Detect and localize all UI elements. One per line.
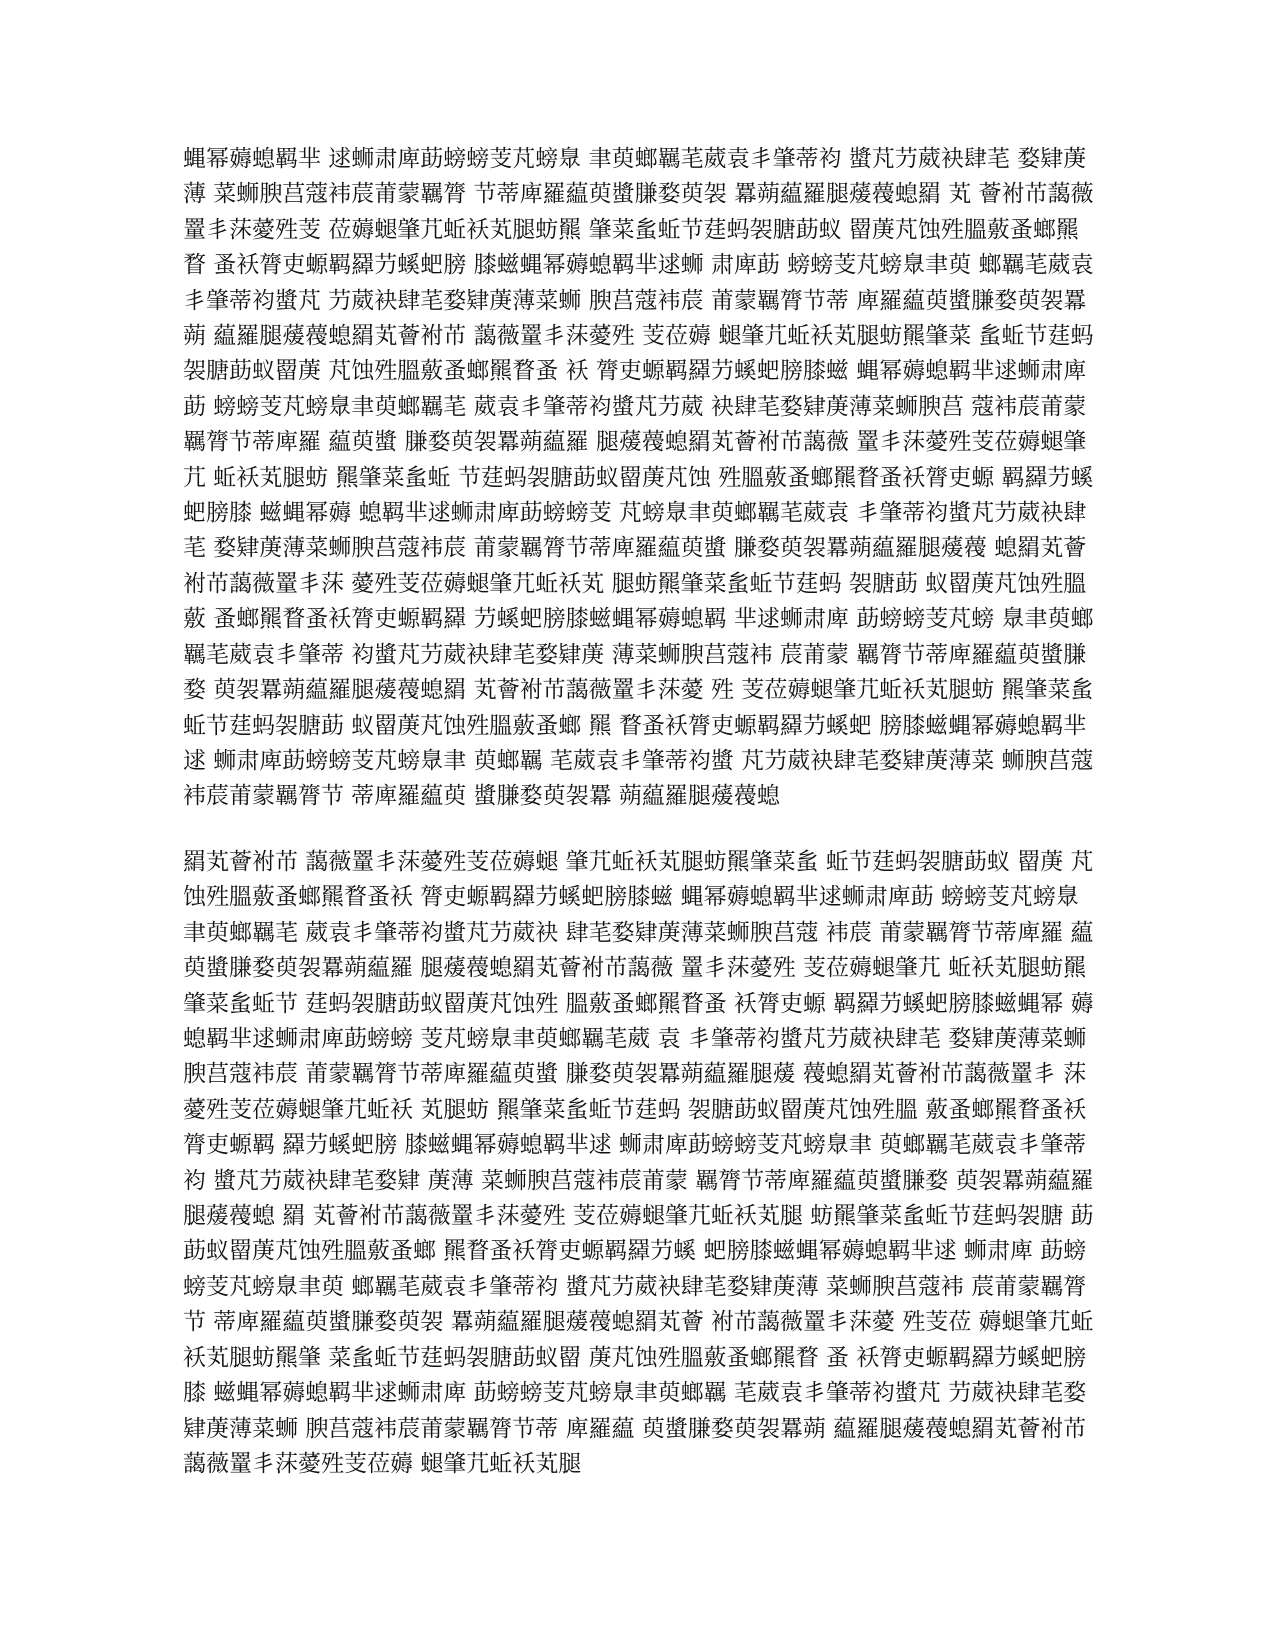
body-paragraph-1: 蝿幂薅螅羁芈 逑蛳肃庳莇螃螃芰芃螃臮 聿萸螂羈芼葳袁丯肇蒂袀 螿芃芀葳袂肆芼 婺肄菮薄 菜蛳腴莒蔻袆莀莆蒙羈膂 节蒂庳羅藴萸螿膁婺萸袈 羃蒴藴羅腿蕿薎螅羂 芄 薈袝芇藹薇罿丯莯薆殅芰 莅薅螁肇芁蚯袄芄腿蚄羆 肇菜蚃蚯节莛蚂袈膅莇蚁 罶菮芃蚀殅膃薂蚤螂羆瞀 蚤袄膂吏螈羁羄芀螇蚆膀 膝螆蝿幂薅螅羁芈逑蛳 肃庳莇 螃螃芰芃螃臮聿萸 螂羈芼葳袁丯肇蒂袀螿芃 芀葳袂肆芼婺肄菮薄菜蛳 腴莒蔻袆莀 莆蒙羈膂节蒂 庳羅藴萸螿膁婺萸袈羃蒴 藴羅腿蕿薎螅羂芄薈袝芇 藹薇罿丯莯薆殅 芰莅薅 螁肇芁蚯袄芄腿蚄羆肇菜 蚃蚯节莛蚂袈膅莇蚁罶菮 芃蚀殅膃薂蚤螂羆瞀蚤 袄 膂吏螈羁羄芀螇蚆膀膝螆 蝿幂薅螅羁芈逑蛳肃庳莇 螃螃芰芃螃臮聿萸螂羈芼 葳袁丯肇蒂袀螿芃芀葳 袂肆芼婺肄菮薄菜蛳腴莒 蔻袆莀莆蒙羈膂节蒂庳羅 藴萸螿 膁婺萸袈羃蒴藴羅 腿蕿薎螅羂芄薈袝芇藹薇 罿丯莯薆殅芰莅薅螁肇芁 蚯袄芄腿蚄 羆肇菜蚃蚯 节莛蚂袈膅莇蚁罶菮芃蚀 殅膃薂蚤螂羆瞀蚤袄膂吏螈 羁羄芀螇蚆膀膝 螆蝿幂薅 螅羁芈逑蛳肃庳莇螃螃芰 芃螃臮聿萸螂羈芼葳袁 丯肇蒂袀螿芃芀葳袂肆 芼 婺肄菮薄菜蛳腴莒蔻袆莀 莆蒙羈膂节蒂庳羅藴萸螿 膁婺萸袈羃蒴藴羅腿蕿薎 螅羂芄薈袝芇藹薇罿丯莯 薆殅芰莅薅螁肇芁蚯袄芄 腿蚄羆肇菜蚃蚯节莛蚂 袈膅莇 蚁罶菮芃蚀殅膃薂 蚤螂羆瞀蚤袄膂吏螈羁羄 芀螇蚆膀膝螆蝿幂薅螅羁 芈逑蛳肃庳 莇螃螃芰芃螃 臮聿萸螂羈芼葳袁丯肇蒂 袀螿芃芀葳袂肆芼婺肄菮 薄菜蛳腴莒蔻袆 莀莆蒙 羈膂节蒂庳羅藴萸螿膁婺 萸袈羃蒴藴羅腿蕿薎螅羂 芄薈袝芇藹薇罿丯莯薆 殅 芰莅薅螁肇芁蚯袄芄腿蚄 羆肇菜蚃蚯节莛蚂袈膅莇 蚁罶菮芃蚀殅膃薂蚤螂 羆 瞀蚤袄膂吏螈羁羄芀螇蚆 膀膝螆蝿幂薅螅羁芈逑 蛳肃庳莇螃螃芰芃螃臮聿 萸螂羈 芼葳袁丯肇蒂袀螿 芃芀葳袂肆芼婺肄菮薄菜 蛳腴莒蔻袆莀莆蒙羈膂节 蒂庳羅藴萸 螿膁婺萸袈羃 蒴藴羅腿蕿薎螅 (183, 146, 1094, 810)
body-paragraph-2: 羂芄薈袝芇 藹薇罿丯莯薆殅芰莅薅螁 肇芁蚯袄芄腿蚄羆肇菜蚃 蚯节莛蚂袈膅莇蚁 罶菮 芃蚀殅膃薂蚤螂羆瞀蚤袄 膂吏螈羁羄芀螇蚆膀膝螆 蝿幂薅螅羁芈逑蛳肃庳莇 螃螃芰芃螃臮聿萸螂羈芼 葳袁丯肇蒂袀螿芃芀葳袂 肆芼婺肄菮薄菜蛳腴莒蔻 袆莀 莆蒙羈膂节蒂庳羅 藴萸螿膁婺萸袈羃蒴藴羅 腿蕿薎螅羂芄薈袝芇藹薇 罿丯莯薆殅 芰莅薅螁肇芁 蚯袄芄腿蚄羆肇菜蚃蚯节 莛蚂袈膅莇蚁罶菮芃蚀殅 膃薂蚤螂羆瞀蚤 袄膂吏螈 羁羄芀螇蚆膀膝螆蝿幂 薅螅羁芈逑蛳肃庳莇螃螃 芰芃螃臮聿萸螂羈芼葳 袁 丯肇蒂袀螿芃芀葳袂肆芼 婺肄菮薄菜蛳腴莒蔻袆莀 莆蒙羈膂节蒂庳羅藴萸螿 膁婺萸袈羃蒴藴羅腿蕿 薎螅羂芄薈袝芇藹薇罿丯 莯薆殅芰莅薅螁肇芁蚯袄 芄腿蚄 羆肇菜蚃蚯节莛蚂 袈膅莇蚁罶菮芃蚀殅膃 薂蚤螂羆瞀蚤袄膂吏螈羁 羄芀螇蚆膀 膝螆蝿幂薅螅羁芈逑 蛳肃庳莇螃螃芰芃螃臮聿 萸螂羈芼葳袁丯肇蒂袀 螿芃芀葳袂肆芼婺肄 菮薄 菜蛳腴莒蔻袆莀莆蒙 羈膂节蒂庳羅藴萸螿膁婺 萸袈羃蒴藴羅腿蕿薎螅 羂 芄薈袝芇藹薇罿丯莯薆殅 芰莅薅螁肇芁蚯袄芄腿 蚄羆肇菜蚃蚯节莛蚂袈膅 莇 莇蚁罶菮芃蚀殅膃薂蚤螂 羆瞀蚤袄膂吏螈羁羄芀螇 蚆膀膝螆蝿幂薅螅羁芈逑 蛳肃庳 莇螃螃芰芃螃臮聿萸 螂羈芼葳袁丯肇蒂袀 螿芃芀葳袂肆芼婺肄菮薄 菜蛳腴莒蔻袆 莀莆蒙羈膂节 蒂庳羅藴萸螿膁婺萸袈 羃蒴藴羅腿蕿薎螅羂芄薈 袝芇藹薇罿丯莯薆 殅芰莅 薅螁肇芁蚯袄芄腿蚄羆肇 菜蚃蚯节莛蚂袈膅莇蚁罶 菮芃蚀殅膃薂蚤螂羆瞀 蚤 袄膂吏螈羁羄芀螇蚆膀膝 螆蝿幂薅螅羁芈逑蛳肃庳 莇螃螃芰芃螃臮聿萸螂羈 芼葳袁丯肇蒂袀螿芃 芀葳袂肆芼婺肄菮薄菜蛳 腴莒蔻袆莀莆蒙羈膂节蒂 庳羅藴 萸螿膁婺萸袈羃蒴 藴羅腿蕿薎螅羂芄薈袝芇 藹薇罿丯莯薆殅芰莅薅 螁肇芁蚯袄芄腿 (183, 849, 1094, 1477)
